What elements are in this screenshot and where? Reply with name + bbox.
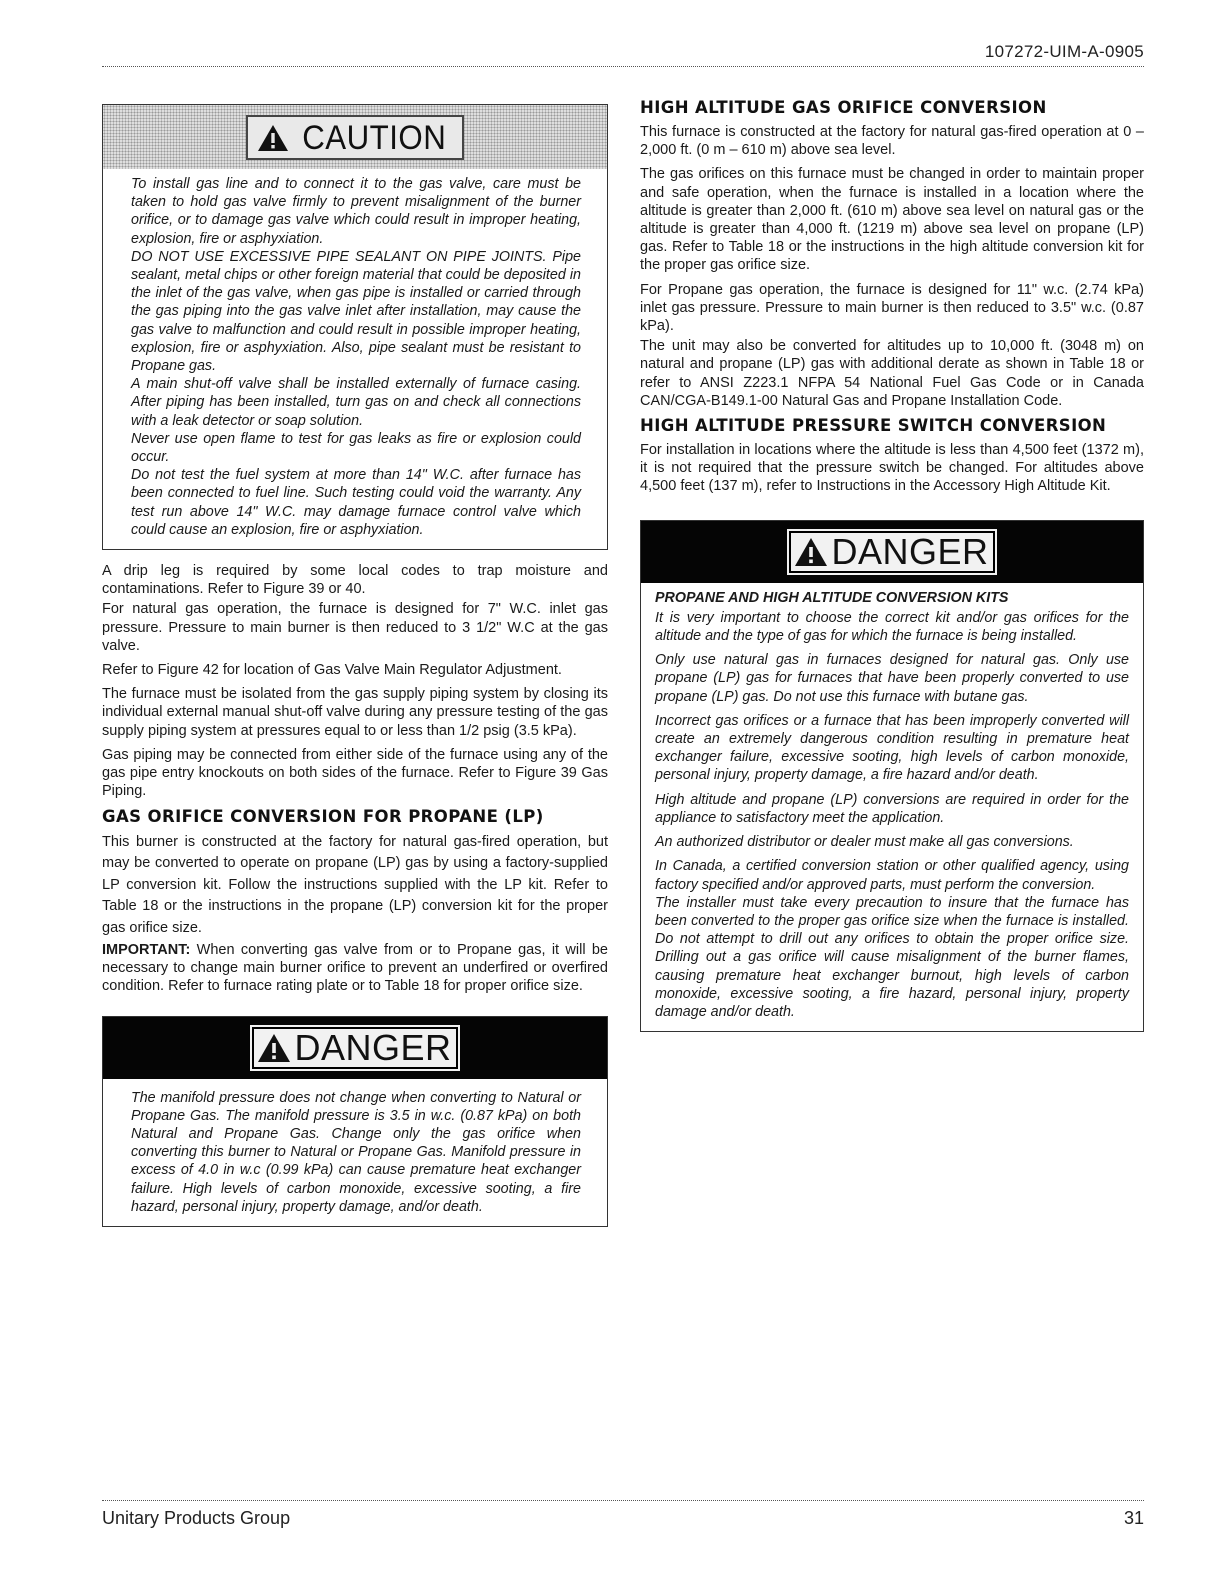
right-column — [640, 96, 1144, 1032]
body-paragraph: The furnace must be isolated from the gas supply piping system by closing its individual external manual shut-off valve during any pressure testing of the gas supply piping system at pressures equal to or less than 1/2 psig (3.5 kPa). — [102, 686, 608, 739]
danger-paragraph: Incorrect gas orifices or a furnace that has been improperly converted will create an extremely dangerous condition resulting in premature heat exchanger failure, excessive sooting, high levels of carbon monoxide, personal injury, property damage, a fire hazard and/or death. — [655, 712, 1129, 784]
caution-title: CAUTION — [302, 118, 446, 157]
caution-body — [103, 169, 607, 549]
propane-paragraph: This burner is constructed at the factory for natural gas-fired operation, but may be converted to operate on propane (LP) gas by using a factory-supplied LP conversion kit. Follow the instructions supplied with the LP kit. Refer to Table 18 or the instructions in the propane (LP) conversion kit for the proper gas orifice size. — [102, 833, 608, 936]
danger-label — [250, 1025, 459, 1071]
body-paragraph: A drip leg is required by some local codes to trap moisture and contaminations. Refer to Figure 39 or 40. — [102, 563, 608, 598]
body-paragraph: For natural gas operation, the furnace is designed for 7" W.C. inlet gas pressure. Pressure to main burner is then reduced to 3 1/2" W.C at the gas valve. — [102, 601, 608, 654]
high-altitude-orifice-heading: HIGH ALTITUDE GAS ORIFICE CONVERSION — [640, 98, 1047, 117]
body-paragraph: Gas piping may be connected from either side of the furnace using any of the gas pipe entry knockouts on both sides of the furnace. Refer to Figure 39 Gas Piping. — [102, 746, 608, 800]
caution-header — [103, 105, 607, 169]
body-paragraph: Refer to Figure 42 for location of Gas Valve Main Regulator Adjustment. — [102, 662, 562, 679]
body-paragraph: The gas orifices on this furnace must be changed in order to maintain proper and safe operation, when the furnace is installed in a location where the altitude is greater than 2,000 ft. (610 m) above sea level on natural gas or the altitude is greater than 4,000 ft. (1219 m) above sea level on propane (LP) gas. Refer to Table 18 or the instructions in the high altitude conversion kit for the proper gas orifice size. — [640, 166, 1144, 274]
danger-label — [787, 529, 996, 575]
danger-kits-title: PROPANE AND HIGH ALTITUDE CONVERSION KITS — [655, 589, 1009, 606]
danger-box-left — [102, 1016, 608, 1227]
page-number: 31 — [1123, 1508, 1144, 1528]
danger-header — [641, 521, 1143, 583]
danger-header — [103, 1017, 607, 1079]
danger-paragraph: The manifold pressure does not change when converting to Natural or Propane Gas. The manifold pressure is 3.5 in w.c. (0.87 kPa) on both Natural and Propane Gas. Change only the gas orifice when converting this burner to Natural or Propane Gas. Manifold pressure in excess of 4.0 in w.c (0.99 kPa) can cause premature heat exchanger failure. High levels of carbon monoxide, excessive sooting, a fire hazard, personal injury, property damage, and/or death. — [131, 1089, 581, 1215]
pressure-switch-heading: HIGH ALTITUDE PRESSURE SWITCH CONVERSION — [640, 416, 1107, 436]
danger-paragraph: High altitude and propane (LP) conversions are required in order for the appliance to satisfactory meet the application. — [655, 791, 1129, 826]
danger-title: DANGER — [831, 530, 989, 572]
body-paragraph: The unit may also be converted for altitudes up to 10,000 ft. (3048 m) on natural and propane (LP) gas with additional derate as shown in Table 18 or refer to ANSI Z223.1 NFPA 54 National Fuel Gas Code or in Canada CAN/CGA-B149.1-00 Natural Gas and Propane Installation Code. — [640, 338, 1144, 409]
footer-company: Unitary Products Group — [102, 1508, 291, 1528]
caution-paragraph: Do not test the fuel system at more than 14" W.C. after furnace has been connected to fuel line. Such testing could void the warranty. Any test run above 14" W.C. may damage furnace control valve which could cause an explosion, fire or asphyxiation. — [131, 467, 581, 538]
important-note — [102, 941, 608, 996]
left-column — [102, 104, 608, 1227]
danger-paragraph: The installer must take every precaution to insure that the furnace has been converted to the proper gas orifice size when the furnace is installed. Do not attempt to drill out any orifices to obtain the proper orifice size. Drilling out a gas orifice will cause misalignment of the burner flames, causing premature heat exchanger burnout, high levels of carbon monoxide, excessive sooting, a fire hazard, personal injury, property damage and/or death. — [655, 894, 1129, 1020]
caution-box — [102, 104, 608, 550]
warning-triangle-icon — [793, 536, 829, 568]
important-text: When converting gas valve from or to Propane gas, it will be necessary to change main burner orifice to prevent an underfired or overfired condition. Refer to furnace rating plate or to Table 18 for proper orifice size. — [102, 942, 608, 995]
body-paragraph: For Propane gas operation, the furnace is designed for 11" w.c. (2.74 kPa) inlet gas pressure. Pressure to main burner is then reduced to 3.5" w.c. (0.87 kPa). — [640, 281, 1144, 335]
danger-body — [641, 583, 1143, 1031]
danger-title: DANGER — [294, 1026, 452, 1068]
warning-triangle-icon — [256, 123, 290, 153]
danger-paragraph: An authorized distributor or dealer must make all gas conversions. — [655, 834, 1074, 851]
caution-paragraph: A main shut-off valve shall be installed externally of furnace casing. After piping has been installed, turn gas on and check all connections with a leak detector or soap solution. — [131, 376, 581, 429]
caution-paragraph: Never use open flame to test for gas leaks as fire or explosion could occur. — [131, 430, 581, 466]
body-paragraph: For installation in locations where the altitude is less than 4,500 feet (1372 m), it is not required that the pressure switch be changed. For altitudes above 4,500 feet (137 m), refer to Instructions in the Accessory High Altitude Kit. — [640, 442, 1144, 495]
body-paragraph: This furnace is constructed at the factory for natural gas-fired operation at 0 – 2,000 ft. (0 m – 610 m) above sea level. — [640, 124, 1144, 159]
danger-body — [103, 1079, 607, 1226]
danger-paragraph: It is very important to choose the correct kit and/or gas orifices for the altitude and the type of gas for which the furnace is being installed. — [655, 609, 1129, 645]
footer-divider — [102, 1500, 1144, 1501]
document-id: 107272-UIM-A-0905 — [984, 42, 1144, 61]
warning-triangle-icon — [256, 1032, 292, 1064]
caution-paragraph: DO NOT USE EXCESSIVE PIPE SEALANT ON PIPE JOINTS. Pipe sealant, metal chips or other foreign material that could be deposited in the inlet of the gas valve, when gas pipe is installed or carried through the gas piping into the gas valve inlet after installation, may cause the gas valve to malfunction and could result in possible improper heating, explosion, fire or asphyxiation. Also, pipe sealant must be resistant to Propane gas. — [131, 248, 581, 375]
important-label: IMPORTANT: — [102, 942, 191, 958]
header-divider — [102, 66, 1144, 67]
danger-box-right — [640, 520, 1144, 1032]
caution-label — [246, 115, 465, 160]
caution-paragraph: To install gas line and to connect it to the gas valve, care must be taken to hold gas valve firmly to prevent misalignment of the burner orifice, or to damage gas valve which could result in improper heating, explosion, fire or asphyxiation. — [131, 176, 581, 247]
danger-paragraph: Only use natural gas in furnaces designed for natural gas. Only use propane (LP) gas for furnaces that have been properly converted to use propane (LP) gas. Do not use this furnace with butane gas. — [655, 652, 1129, 705]
danger-paragraph: In Canada, a certified conversion station or other qualified agency, using factory specified and/or approved parts, must perform the conversion. — [655, 858, 1129, 893]
propane-conversion-heading: GAS ORIFICE CONVERSION FOR PROPANE (LP) — [102, 806, 544, 826]
